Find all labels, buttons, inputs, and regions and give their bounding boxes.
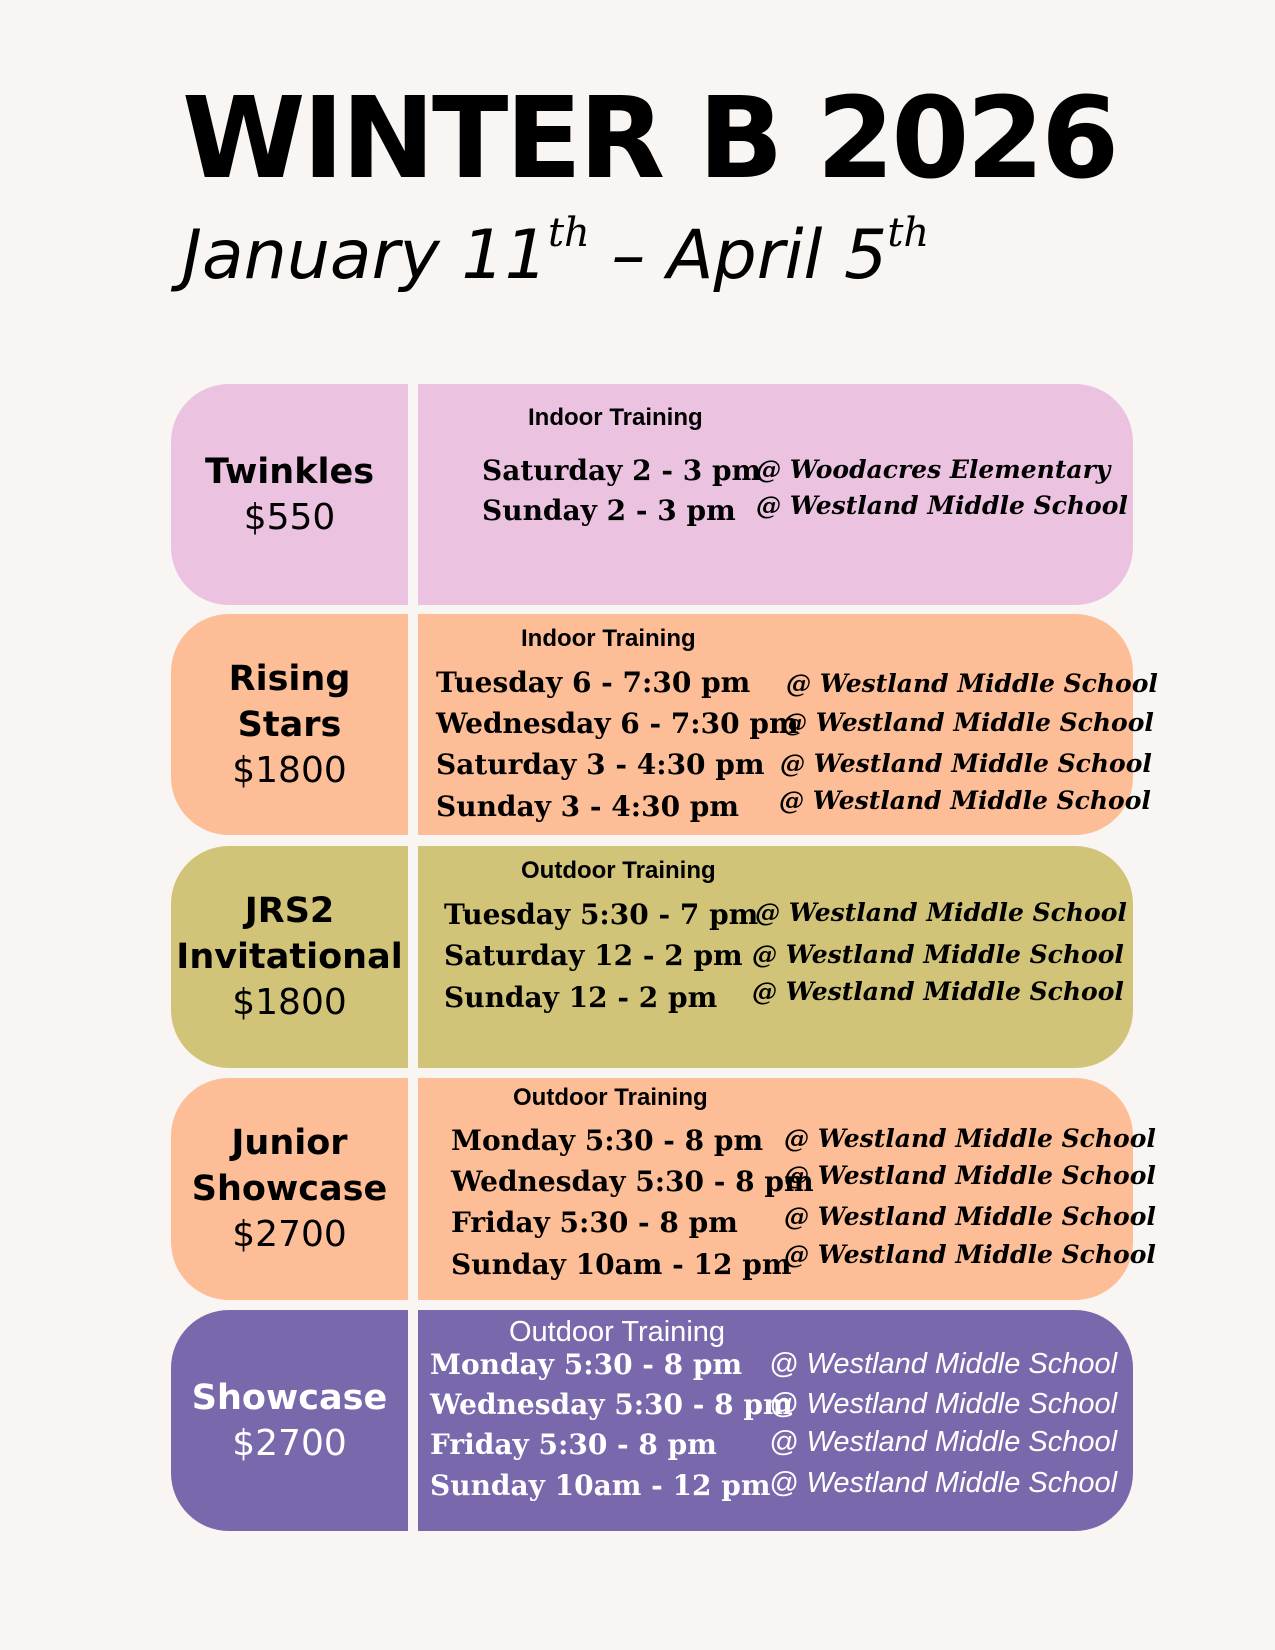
program-row-twinkles [171,384,1133,605]
page-title: WINTER B 2026 [182,74,1117,204]
session-location: @ Westland Middle School [784,1124,1156,1153]
end-date: April 5 [667,216,888,295]
program-price: $2700 [232,1422,347,1464]
program-price: $550 [243,496,336,538]
program-card-showcase [171,1310,408,1531]
session-time: Tuesday 5:30 - 7 pm [444,898,759,931]
schedule-panel-jrs2-invitational [418,846,1133,1068]
session-location: @ Westland Middle School [769,1467,1118,1499]
session-location: @ Westland Middle School [786,669,1158,698]
program-price: $1800 [232,749,347,791]
session-time: Sunday 3 - 4:30 pm [436,790,740,823]
session-location: @ Westland Middle School [769,1426,1118,1458]
session-time: Wednesday 5:30 - 8 pm [451,1165,814,1198]
program-name: Junior Showcase [191,1123,388,1209]
session-location: @ Westland Middle School [769,1348,1118,1380]
session-location: @ Westland Middle School [756,491,1128,520]
session-time: Monday 5:30 - 8 pm [451,1124,764,1157]
session-time: Saturday 2 - 3 pm [482,454,762,487]
program-price: $2700 [232,1214,347,1255]
session-time: Tuesday 6 - 7:30 pm [436,666,751,699]
session-time: Sunday 10am - 12 pm [430,1469,771,1502]
session-time: Wednesday 5:30 - 8 pm [430,1388,793,1421]
training-type: Outdoor Training [509,1316,726,1348]
program-row-rising-stars [171,614,1158,835]
date-dash: – [589,216,668,295]
training-type: Outdoor Training [513,1084,708,1111]
program-name: Twinkles [204,451,375,492]
date-range [182,210,930,297]
program-row-jrs2-invitational [171,846,1133,1068]
session-location: @ Westland Middle School [782,708,1154,737]
session-location: @ Westland Middle School [780,749,1152,778]
session-time: Wednesday 6 - 7:30 pm [436,707,799,740]
program-row-showcase [171,1310,1133,1531]
program-price: $1800 [232,982,347,1023]
session-time: Saturday 3 - 4:30 pm [436,748,765,781]
session-time: Sunday 2 - 3 pm [482,494,736,527]
schedule-panel-twinkles [418,384,1133,605]
session-location: @ Westland Middle School [784,1202,1156,1231]
session-location: @ Westland Middle School [752,940,1124,969]
start-date-suffix: th [547,210,590,256]
session-time: Sunday 12 - 2 pm [444,981,718,1014]
schedule-panel-rising-stars [418,614,1158,835]
session-time: Friday 5:30 - 8 pm [451,1206,738,1239]
session-location: @ Westland Middle School [784,1240,1156,1269]
program-row-junior-showcase [171,1078,1156,1300]
schedule-panel-junior-showcase [418,1078,1156,1300]
session-time: Monday 5:30 - 8 pm [430,1348,743,1381]
session-location: @ Woodacres Elementary [756,455,1111,484]
session-location: @ Westland Middle School [755,898,1127,927]
session-location: @ Westland Middle School [752,977,1124,1006]
program-name: JRS2 Invitational [176,891,403,977]
training-type: Indoor Training [521,625,696,652]
program-card-jrs2-invitational [171,846,408,1068]
program-card-rising-stars [171,614,408,835]
start-date: January 11 [182,216,548,295]
program-name: Showcase [191,1377,388,1418]
session-location: @ Westland Middle School [784,1161,1156,1190]
training-type: Indoor Training [528,404,703,431]
session-time: Sunday 10am - 12 pm [451,1248,792,1281]
session-location: @ Westland Middle School [779,786,1151,815]
program-card-twinkles [171,384,408,605]
program-card-junior-showcase [171,1078,408,1300]
session-time: Friday 5:30 - 8 pm [430,1428,717,1461]
program-name: Rising Stars [228,658,351,745]
training-type: Outdoor Training [521,857,716,884]
schedule-panel-showcase [418,1310,1133,1531]
session-location: @ Westland Middle School [769,1388,1118,1420]
end-date-suffix: th [887,210,930,256]
session-time: Saturday 12 - 2 pm [444,939,743,972]
